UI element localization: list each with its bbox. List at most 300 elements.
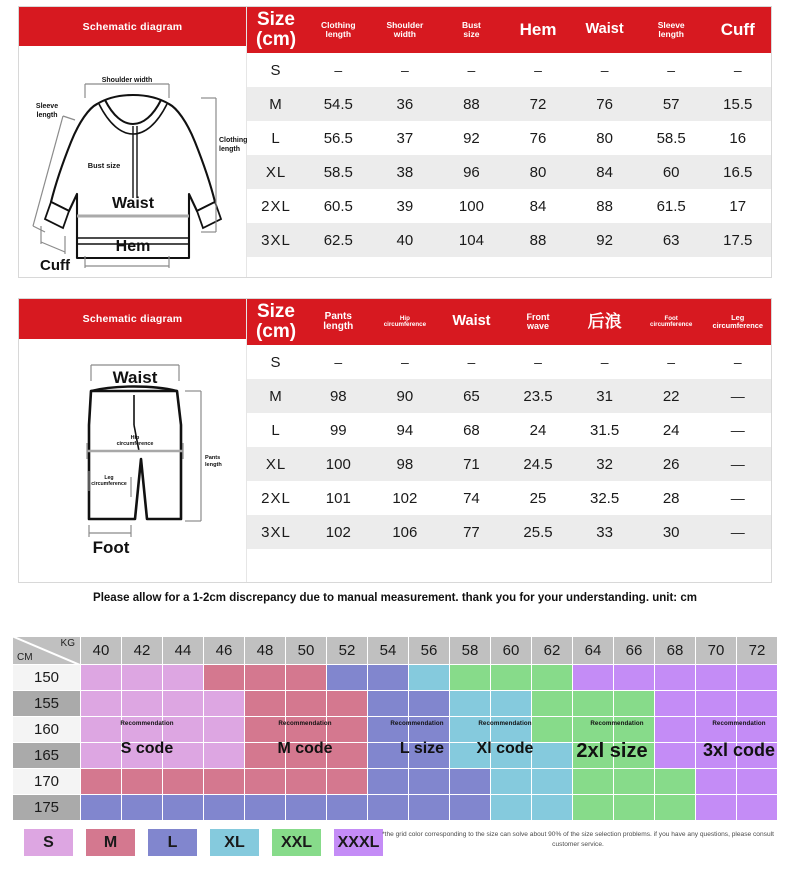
- tops-measurements-table: [247, 7, 771, 277]
- header-bust-size: [438, 7, 505, 53]
- table-cell: 88: [596, 197, 613, 215]
- tops-diagram-column: [19, 7, 247, 277]
- kg-header-cell: 58: [450, 637, 491, 665]
- table-cell: 60: [662, 163, 680, 181]
- pants-measurements-table: [247, 299, 771, 582]
- size-recommendation-grid: [12, 636, 778, 821]
- header-hip-circumference-line2: circumference: [383, 321, 427, 328]
- kg-header-cell: 68: [655, 637, 696, 665]
- table-cell: 98: [396, 455, 414, 473]
- header-cuff: Cuff: [720, 20, 755, 40]
- pants-waist-label: Waist: [112, 368, 158, 387]
- table-cell: 90: [396, 387, 414, 405]
- table-cell: 36: [396, 95, 414, 113]
- table-cell: 24: [529, 421, 547, 439]
- header-pants-length-line2: length: [323, 321, 354, 332]
- table-cell: —: [730, 388, 745, 404]
- recommendation-label: Recommendation: [712, 720, 766, 727]
- leg-circumference-label-line1: Leg: [104, 475, 114, 481]
- table-cell: 76: [529, 129, 547, 147]
- grid-cell-xxl: [532, 717, 573, 743]
- grid-cell-m: [204, 769, 245, 795]
- header-front-wave-line1: Front: [526, 311, 550, 322]
- kg-header-cell: 62: [532, 637, 573, 665]
- grid-cell-l: [368, 691, 409, 717]
- grid-row: [13, 665, 778, 691]
- table-cell: 76: [596, 95, 613, 113]
- table-cell: 98: [329, 387, 347, 405]
- table-cell: 62.5: [323, 231, 353, 249]
- tops-table-header: [247, 7, 771, 53]
- foot-label: Foot: [92, 538, 130, 557]
- grid-cell-xl: [532, 769, 573, 795]
- hip-circumference-label-line1: Hip: [130, 435, 140, 441]
- grid-cell-xxl: [655, 795, 696, 821]
- recommendation-label: Recommendation: [278, 720, 332, 727]
- kg-header-cell: 72: [737, 637, 778, 665]
- legend-chip-l: L: [148, 829, 197, 856]
- header-size: [247, 7, 305, 53]
- grid-cell-xxl: [655, 769, 696, 795]
- table-cell: 15.5: [723, 95, 753, 113]
- header-pants-length-line1: Pants: [324, 310, 352, 322]
- table-cell: –: [334, 354, 343, 370]
- pants-diagram-column: [19, 299, 247, 582]
- grid-cell-l: [409, 743, 450, 769]
- grid-cell-l: [409, 769, 450, 795]
- grid-cell-xl: [491, 769, 532, 795]
- shoulder-width-label: Shoulder width: [101, 77, 153, 84]
- kg-header-cell: 56: [409, 637, 450, 665]
- grid-cell-xxxl: [614, 665, 655, 691]
- table-cell: 65: [463, 387, 480, 405]
- table-cell: 84: [596, 163, 613, 181]
- grid-cell-xxxl: [696, 691, 737, 717]
- table-cell: 94: [396, 421, 414, 439]
- row-size-label: 3XL: [261, 523, 291, 541]
- kg-header-cell: 40: [81, 637, 122, 665]
- grid-cell-xxl: [532, 691, 573, 717]
- grid-row: [13, 795, 778, 821]
- kg-header-cell: 48: [245, 637, 286, 665]
- grid-cell-s: [204, 717, 245, 743]
- grid-row: [13, 769, 778, 795]
- kg-header-cell: 70: [696, 637, 737, 665]
- cm-row-label: 175: [13, 795, 81, 821]
- cuff-label: Cuff: [40, 257, 70, 272]
- grid-row: [13, 743, 778, 769]
- table-row: [247, 121, 771, 155]
- grid-cell-s: [122, 691, 163, 717]
- grid-cell-m: [327, 691, 368, 717]
- tops-size-card: [18, 6, 772, 278]
- pants-size-card: [18, 298, 772, 583]
- corner-cm-label: CM: [17, 652, 33, 663]
- header-size-line2: (cm): [255, 321, 297, 342]
- grid-cell-xxxl: [696, 769, 737, 795]
- table-cell: –: [600, 62, 609, 78]
- recommendation-label: Recommendation: [590, 720, 644, 727]
- recommendation-label: Recommendation: [478, 720, 532, 727]
- header-sleeve-length-line1: Sleeve: [657, 20, 685, 31]
- header-back-rise: 后浪: [587, 312, 622, 332]
- header-shoulder-width: [372, 7, 439, 53]
- waist-label: Waist: [111, 195, 155, 212]
- grid-cell-l: [327, 665, 368, 691]
- table-cell: 23.5: [523, 387, 553, 405]
- table-cell: 25: [529, 489, 547, 507]
- header-foot-circumference: [638, 299, 705, 345]
- grid-cell-s: [81, 691, 122, 717]
- grid-cell-m: [286, 743, 327, 769]
- table-cell: 58.5: [656, 129, 686, 147]
- grid-cell-xxxl: [737, 665, 778, 691]
- table-cell: –: [400, 62, 409, 78]
- header-hem: Hem: [519, 20, 557, 40]
- header-bust-size-line2: size: [463, 29, 480, 39]
- size-code-label: 3xl code: [702, 740, 776, 760]
- table-cell: 31.5: [590, 421, 620, 439]
- size-code-label: L size: [399, 740, 445, 757]
- table-cell: 84: [529, 197, 547, 215]
- header-waist: Waist: [452, 313, 491, 330]
- grid-cell-l: [368, 795, 409, 821]
- row-size-label: M: [269, 95, 283, 113]
- top-garment-illustration: [19, 46, 247, 272]
- grid-cell-l: [327, 795, 368, 821]
- table-cell: 92: [596, 231, 613, 249]
- header-size-line1: Size: [256, 301, 296, 323]
- cm-row-label: 170: [13, 769, 81, 795]
- tops-diagram-body: [19, 46, 246, 277]
- table-cell: 25.5: [523, 523, 553, 541]
- grid-cell-xxxl: [655, 717, 696, 743]
- cm-row-label: 160: [13, 717, 81, 743]
- cm-row-label: 150: [13, 665, 81, 691]
- grid-row: [13, 691, 778, 717]
- table-cell: 100: [325, 455, 351, 473]
- size-code-label: 2xl size: [576, 740, 648, 762]
- table-cell: 72: [529, 95, 547, 113]
- grid-cell-xl: [491, 743, 532, 769]
- grid-cell-xl: [409, 665, 450, 691]
- header-pants-length: [305, 299, 372, 345]
- table-cell: 77: [463, 523, 480, 541]
- grid-cell-s: [122, 717, 163, 743]
- grid-cell-xxxl: [696, 665, 737, 691]
- pants-diagram-title: Schematic diagram: [19, 299, 246, 339]
- header-hip-circumference: [372, 299, 439, 345]
- pants-length-label-line1: Pants: [205, 455, 221, 461]
- grid-cell-xl: [491, 795, 532, 821]
- grid-cell-m: [163, 769, 204, 795]
- table-cell: 30: [662, 523, 680, 541]
- grid-cell-xxxl: [573, 665, 614, 691]
- table-cell: —: [730, 490, 745, 506]
- header-clothing-length-line2: length: [325, 29, 352, 39]
- grid-cell-xxxl: [737, 717, 778, 743]
- grid-cell-l: [204, 795, 245, 821]
- recommendation-label: Recommendation: [390, 720, 444, 727]
- grid-cell-xxxl: [696, 717, 737, 743]
- grid-cell-xxl: [573, 795, 614, 821]
- grid-cell-s: [81, 665, 122, 691]
- table-row: [247, 515, 771, 549]
- cm-row-label: 165: [13, 743, 81, 769]
- kg-header-cell: 42: [122, 637, 163, 665]
- hem-label: Hem: [115, 238, 151, 255]
- grid-cell-m: [286, 665, 327, 691]
- header-size: [247, 299, 305, 345]
- table-cell: 38: [396, 163, 414, 181]
- table-cell: 88: [529, 231, 547, 249]
- grid-cell-l: [368, 769, 409, 795]
- grid-footnote: *the grid color corresponding to the size can solve about 90% of the size selection problems. if you have any questions, please consult customer service.: [382, 831, 774, 849]
- table-cell: 100: [458, 197, 484, 215]
- grid-cell-s: [163, 691, 204, 717]
- grid-cell-s: [122, 743, 163, 769]
- grid-cell-s: [81, 743, 122, 769]
- table-cell: 28: [662, 489, 680, 507]
- grid-cell-m: [327, 743, 368, 769]
- bust-size-label: Bust size: [87, 161, 121, 170]
- header-foot-circumference-line1: Foot: [664, 314, 678, 322]
- table-cell: 61.5: [656, 197, 686, 215]
- tops-table-body: [247, 53, 771, 257]
- row-size-label: L: [271, 421, 281, 439]
- table-cell: 33: [596, 523, 613, 541]
- grid-cell-s: [163, 743, 204, 769]
- legend-chip-m: M: [86, 829, 135, 856]
- grid-cell-m: [245, 717, 286, 743]
- table-cell: 24.5: [523, 455, 553, 473]
- legend-chip-xl: XL: [210, 829, 259, 856]
- grid-cell-s: [204, 743, 245, 769]
- grid-cell-l: [409, 795, 450, 821]
- corner-kg-label: KG: [60, 638, 75, 649]
- legend-chip-xxl: XXL: [272, 829, 321, 856]
- hip-circumference-label-line2: circumference: [116, 441, 154, 447]
- grid-cell-l: [450, 795, 491, 821]
- cm-kg-grid-table: [12, 636, 778, 821]
- table-cell: 16: [729, 129, 747, 147]
- pants-table-header: [247, 299, 771, 345]
- grid-cell-xl: [532, 795, 573, 821]
- table-cell: 17: [729, 197, 747, 215]
- table-cell: 54.5: [323, 95, 353, 113]
- grid-cell-s: [163, 665, 204, 691]
- grid-cell-xxl: [532, 665, 573, 691]
- grid-cell-xl: [450, 743, 491, 769]
- grid-cell-xxl: [491, 665, 532, 691]
- kg-header-cell: 46: [204, 637, 245, 665]
- table-row: [247, 345, 771, 379]
- row-size-label: XL: [265, 455, 287, 473]
- grid-cell-l: [368, 743, 409, 769]
- grid-cell-l: [245, 795, 286, 821]
- grid-cell-m: [122, 769, 163, 795]
- grid-cell-xxxl: [737, 769, 778, 795]
- header-foot-circumference-line2: circumference: [650, 321, 693, 328]
- grid-cell-xxl: [450, 665, 491, 691]
- sleeve-length-label-line1: Sleeve: [35, 103, 59, 110]
- table-cell: 99: [329, 421, 347, 439]
- kg-header-cell: 52: [327, 637, 368, 665]
- grid-cell-s: [81, 717, 122, 743]
- grid-cell-xxxl: [696, 795, 737, 821]
- table-cell: 56.5: [323, 129, 353, 147]
- size-code-label: S code: [120, 740, 174, 757]
- table-row: [247, 447, 771, 481]
- kg-header-cell: 50: [286, 637, 327, 665]
- table-row: [247, 481, 771, 515]
- table-cell: —: [730, 524, 745, 540]
- header-shoulder-width-line2: width: [393, 29, 416, 39]
- grid-cell-m: [204, 665, 245, 691]
- grid-cell-l: [368, 665, 409, 691]
- table-cell: 101: [325, 489, 351, 507]
- grid-cell-xxxl: [655, 691, 696, 717]
- header-size-line1: Size: [256, 9, 296, 31]
- grid-cell-m: [81, 769, 122, 795]
- tops-diagram-title: Schematic diagram: [19, 7, 246, 46]
- legend-chip-xxxl: XXXL: [334, 829, 383, 856]
- table-cell: 39: [396, 197, 414, 215]
- table-cell: 63: [662, 231, 680, 249]
- table-cell: 71: [463, 455, 480, 473]
- sleeve-length-label-line2: length: [36, 112, 58, 119]
- table-cell: –: [534, 354, 542, 370]
- kg-header-cell: 54: [368, 637, 409, 665]
- table-row: [247, 413, 771, 447]
- grid-cell-l: [122, 795, 163, 821]
- grid-cell-s: [122, 665, 163, 691]
- header-waist: Waist: [585, 21, 624, 38]
- table-cell: 57: [662, 95, 680, 113]
- grid-cell-m: [286, 691, 327, 717]
- table-cell: 96: [463, 163, 480, 181]
- kg-header-cell: 64: [573, 637, 614, 665]
- row-size-label: 2XL: [261, 489, 291, 507]
- grid-cell-l: [81, 795, 122, 821]
- table-cell: 32.5: [590, 489, 620, 507]
- table-cell: 22: [662, 387, 680, 405]
- grid-cell-xxl: [573, 769, 614, 795]
- grid-cell-m: [327, 717, 368, 743]
- grid-cell-m: [286, 769, 327, 795]
- header-clothing-length: [305, 7, 372, 53]
- table-cell: 102: [325, 523, 351, 541]
- grid-body: [13, 665, 778, 821]
- grid-cell-l: [450, 769, 491, 795]
- row-size-label: S: [270, 353, 282, 371]
- row-size-label: S: [270, 61, 282, 79]
- table-row: [247, 379, 771, 413]
- table-cell: 74: [463, 489, 480, 507]
- grid-cell-xxl: [573, 717, 614, 743]
- measurement-disclaimer: Please allow for a 1-2cm discrepancy due to manual measurement. thank you for your understanding. unit: cm: [93, 592, 697, 604]
- grid-cell-l: [409, 691, 450, 717]
- table-cell: 106: [392, 523, 418, 541]
- grid-cell-xl: [491, 717, 532, 743]
- table-cell: 37: [396, 129, 414, 147]
- row-size-label: M: [269, 387, 283, 405]
- grid-cell-xl: [450, 691, 491, 717]
- grid-cell-l: [286, 795, 327, 821]
- header-clothing-length-line1: Clothing: [321, 20, 356, 31]
- recommendation-label: Recommendation: [120, 720, 174, 727]
- table-cell: 104: [458, 231, 484, 249]
- grid-cell-xl: [491, 691, 532, 717]
- grid-cell-xxl: [614, 691, 655, 717]
- grid-cell-m: [245, 665, 286, 691]
- size-code-label: M code: [277, 740, 333, 757]
- header-leg-circumference-line1: Leg: [731, 313, 745, 323]
- grid-cell-xxxl: [737, 743, 778, 769]
- table-cell: 31: [596, 387, 613, 405]
- header-size-line2: (cm): [255, 29, 297, 50]
- grid-cell-l: [163, 795, 204, 821]
- pants-length-label-line2: length: [205, 462, 222, 468]
- clothing-length-label-line2: length: [219, 146, 240, 153]
- pants-table-body: [247, 345, 771, 549]
- kg-header-cell: 44: [163, 637, 204, 665]
- header-sleeve-length: [638, 7, 705, 53]
- grid-cell-m: [286, 717, 327, 743]
- table-cell: 40: [396, 231, 414, 249]
- header-sleeve-length-line2: length: [658, 29, 684, 39]
- grid-cell-xl: [450, 717, 491, 743]
- size-code-label: Xl code: [476, 740, 534, 757]
- grid-cell-m: [327, 769, 368, 795]
- table-cell: 58.5: [323, 163, 353, 181]
- grid-cell-xxxl: [655, 743, 696, 769]
- grid-cell-xxl: [573, 743, 614, 769]
- grid-cell-xxl: [573, 691, 614, 717]
- table-row: [247, 53, 771, 87]
- table-cell: –: [400, 354, 409, 370]
- row-size-label: XL: [265, 163, 287, 181]
- table-cell: –: [733, 62, 742, 78]
- table-cell: 88: [463, 95, 480, 113]
- grid-cell-xxxl: [737, 691, 778, 717]
- header-front-wave-line2: wave: [527, 321, 550, 331]
- clothing-length-label-line1: Clothing: [219, 137, 247, 144]
- table-cell: 26: [662, 455, 680, 473]
- header-shoulder-width-line1: Shoulder: [386, 20, 424, 31]
- grid-cell-l: [368, 717, 409, 743]
- table-cell: –: [334, 62, 343, 78]
- grid-cell-xxxl: [737, 795, 778, 821]
- kg-header-cell: 60: [491, 637, 532, 665]
- pants-illustration: [19, 339, 247, 577]
- grid-cell-s: [163, 717, 204, 743]
- grid-cell-l: [409, 717, 450, 743]
- header-leg-circumference-line2: circumference: [712, 321, 764, 330]
- cm-row-label: 155: [13, 691, 81, 717]
- header-bust-size-line1: Bust: [462, 20, 481, 31]
- leg-circumference-label-line2: circumference: [91, 481, 127, 487]
- grid-cell-m: [245, 743, 286, 769]
- table-cell: 32: [596, 455, 613, 473]
- table-cell: 80: [596, 129, 613, 147]
- kg-header-cell: 66: [614, 637, 655, 665]
- grid-cell-xxxl: [655, 665, 696, 691]
- table-row: [247, 223, 771, 257]
- table-cell: 16.5: [723, 163, 753, 181]
- table-cell: 102: [392, 489, 418, 507]
- grid-cell-xl: [532, 743, 573, 769]
